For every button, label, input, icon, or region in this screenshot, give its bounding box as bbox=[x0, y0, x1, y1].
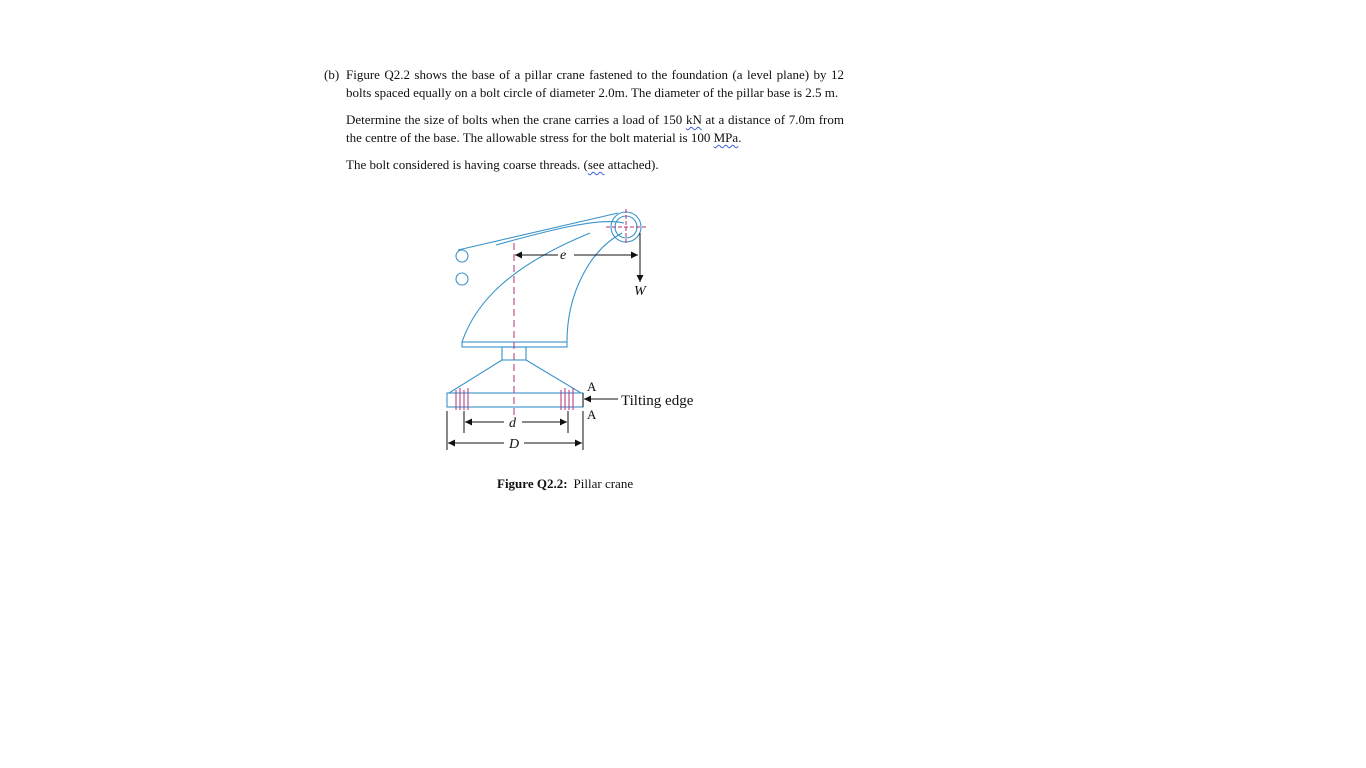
label-W: W bbox=[634, 284, 646, 299]
figure-labels bbox=[508, 248, 694, 452]
pillar-crane-figure bbox=[440, 205, 720, 465]
para2-text-1: Determine the size of bolts when the crane carries a load of 150 bbox=[346, 112, 686, 127]
label-d: d bbox=[509, 416, 516, 431]
unit-kn: kN bbox=[685, 112, 702, 127]
figure-caption bbox=[497, 476, 633, 492]
jib-right-curve bbox=[567, 233, 622, 342]
question-paragraph-3 bbox=[346, 156, 844, 174]
label-D: D bbox=[509, 437, 520, 452]
pillar-crane-diagram bbox=[440, 205, 720, 465]
crane-structure bbox=[447, 212, 641, 407]
question-paragraph-1: Figure Q2.2 shows the base of a pillar crane fastened to the foundation (a level plane) by 12 bolts spaced equally on a bolt circle of diameter 2.0m. The diameter of the pillar base is 2.5 m. bbox=[346, 67, 844, 100]
para2-text-2: at a distance of 7.0m from the centre of the base. The allowable stress for the bolt material is 100 bbox=[346, 112, 844, 145]
see-word: see bbox=[587, 157, 605, 172]
caption-number: Figure Q2.2: bbox=[497, 476, 568, 491]
question-label: (b) bbox=[324, 67, 340, 82]
base-left-slope bbox=[449, 360, 502, 393]
jib-left-curve bbox=[462, 233, 590, 342]
question-paragraph-2 bbox=[346, 111, 844, 147]
label-A-bottom: A bbox=[587, 407, 597, 422]
jib-top-line-2 bbox=[496, 222, 624, 245]
jib-top-line bbox=[458, 213, 618, 250]
para3-text-2: attached). bbox=[604, 157, 659, 172]
label-A-top: A bbox=[587, 379, 597, 394]
rope-roller-top bbox=[456, 250, 468, 262]
rope-roller-bottom bbox=[456, 273, 468, 285]
base-plate bbox=[447, 393, 583, 407]
para2-text-3: . bbox=[738, 130, 742, 145]
caption-text: Pillar crane bbox=[573, 476, 634, 491]
question-block bbox=[324, 66, 844, 174]
para3-text-1: The bolt considered is having coarse threads. ( bbox=[346, 157, 588, 172]
label-tilting-edge: Tilting edge bbox=[621, 393, 694, 409]
unit-mpa: MPa bbox=[713, 130, 739, 145]
label-e: e bbox=[560, 248, 567, 263]
